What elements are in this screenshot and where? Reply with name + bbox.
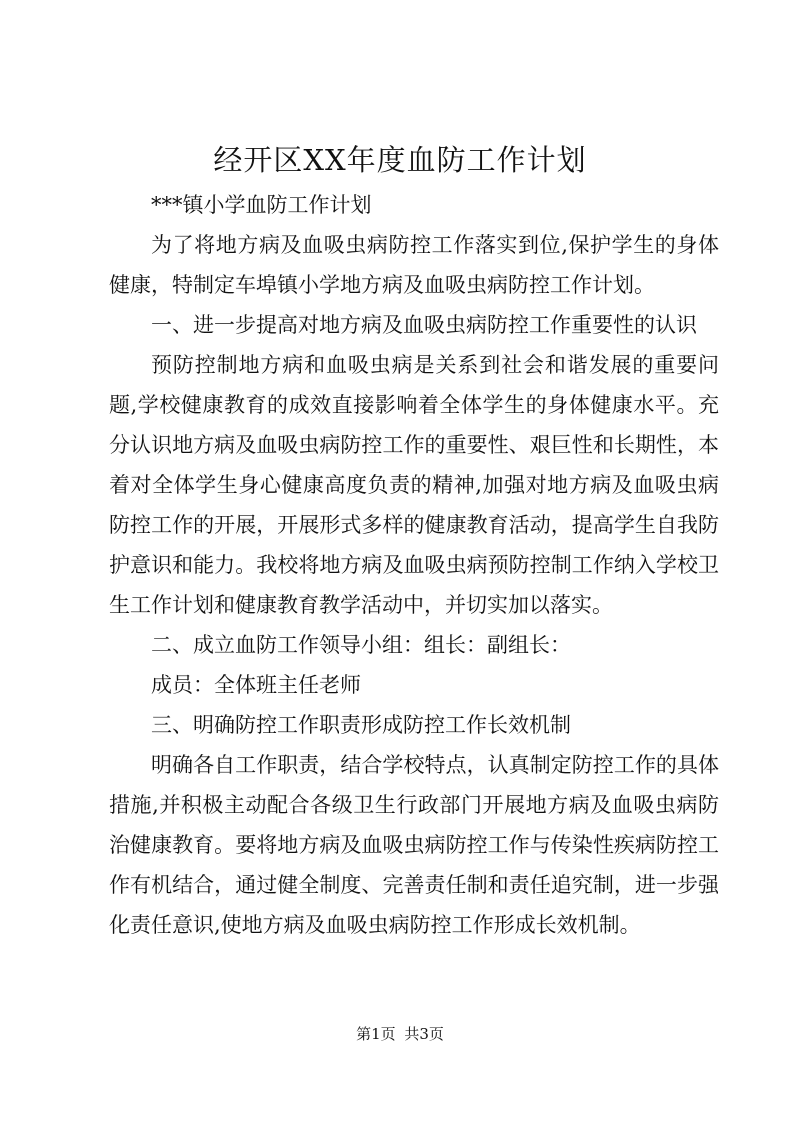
section-3-paragraph: 明确各自工作职责，结合学校特点，认真制定防控工作的具体措施,并积极主动配合各级卫生行政部门开展地方病及血吸虫病防治健康教育。要将地方病及血吸虫病防控工作与传染性疾病防控工作有机结合，通过健全制度、完善责任制和责任追究制，进一步强化责任意识,使地方病及血吸虫病防控工作形成长效机制。 bbox=[109, 753, 719, 937]
document-body bbox=[109, 185, 719, 945]
section-heading-2: 二、成立血防工作领导小组：组长：副组长： bbox=[151, 633, 571, 657]
page-total: 共3页 bbox=[404, 1025, 444, 1043]
subtitle-paragraph: ***镇小学血防工作计划 bbox=[151, 193, 372, 217]
page-number: 第1页 bbox=[356, 1025, 396, 1043]
intro-paragraph: 为了将地方病及血吸虫病防控工作落实到位,保护学生的身体健康，特制定车埠镇小学地方病及血吸虫病防控工作计划。 bbox=[109, 233, 719, 297]
section-1-paragraph: 预防控制地方病和血吸虫病是关系到社会和谐发展的重要问题,学校健康教育的成效直接影响着全体学生的身体健康水平。充分认识地方病及血吸虫病防控工作的重要性、艰巨性和长期性，本着对全体学生身心健康高度负责的精神,加强对地方病及血吸虫病防控工作的开展，开展形式多样的健康教育活动，提高学生自我防护意识和能力。我校将地方病及血吸虫病预防控制工作纳入学校卫生工作计划和健康教育教学活动中，并切实加以落实。 bbox=[109, 353, 719, 617]
section-heading-3: 三、明确防控工作职责形成防控工作长效机制 bbox=[151, 713, 571, 737]
members-paragraph: 成员：全体班主任老师 bbox=[151, 673, 361, 697]
page-footer bbox=[0, 1022, 800, 1046]
document-title: 经开区XX年度血防工作计划 bbox=[213, 143, 587, 177]
section-heading-1: 一、进一步提高对地方病及血吸虫病防控工作重要性的认识 bbox=[151, 313, 697, 337]
